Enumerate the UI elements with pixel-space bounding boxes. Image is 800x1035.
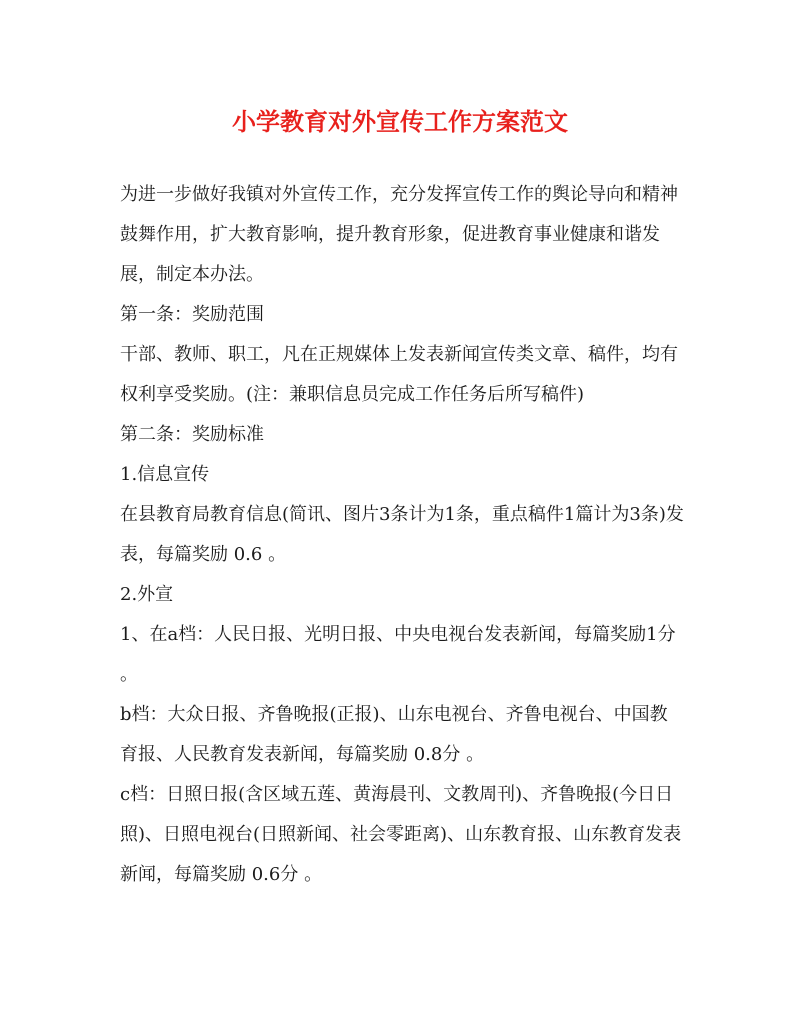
heading-article-1: 第一条：奖励范围	[120, 304, 264, 325]
paragraph-tier-a: 1、在a档：人民日报、光明日报、中央电视台发表新闻，每篇奖励1分 。	[120, 624, 676, 685]
heading-info-publicity: 1.信息宣传	[120, 464, 210, 485]
paragraph-reward-scope: 干部、教师、职工，凡在正规媒体上发表新闻宣传类文章、稿件，均有权利享受奖励。(注：兼职信息员完成工作任务后所写稿件)	[120, 344, 678, 405]
heading-article-2: 第二条：奖励标准	[120, 424, 264, 445]
paragraph-tier-c: c档：日照日报(含区域五莲、黄海晨刊、文教周刊)、齐鲁晚报(今日日照)、日照电视台(日照新闻、社会零距离)、山东教育报、山东教育发表新闻，每篇奖励 0.6分 。	[120, 784, 682, 885]
document-title: 小学教育对外宣传工作方案范文	[232, 107, 568, 136]
heading-external-publicity: 2.外宣	[120, 584, 174, 605]
document-body	[120, 175, 685, 895]
paragraph-intro: 为进一步做好我镇对外宣传工作，充分发挥宣传工作的舆论导向和精神鼓舞作用，扩大教育影响，提升教育形象，促进教育事业健康和谐发展，制定本办法。	[120, 184, 678, 285]
paragraph-info-publicity: 在县教育局教育信息(简讯、图片3条计为1条，重点稿件1篇计为3条)发表，每篇奖励 0.6 。	[120, 504, 684, 565]
paragraph-tier-b: b档：大众日报、齐鲁晚报(正报)、山东电视台、齐鲁电视台、中国教育报、人民教育发表新闻，每篇奖励 0.8分 。	[120, 704, 668, 765]
